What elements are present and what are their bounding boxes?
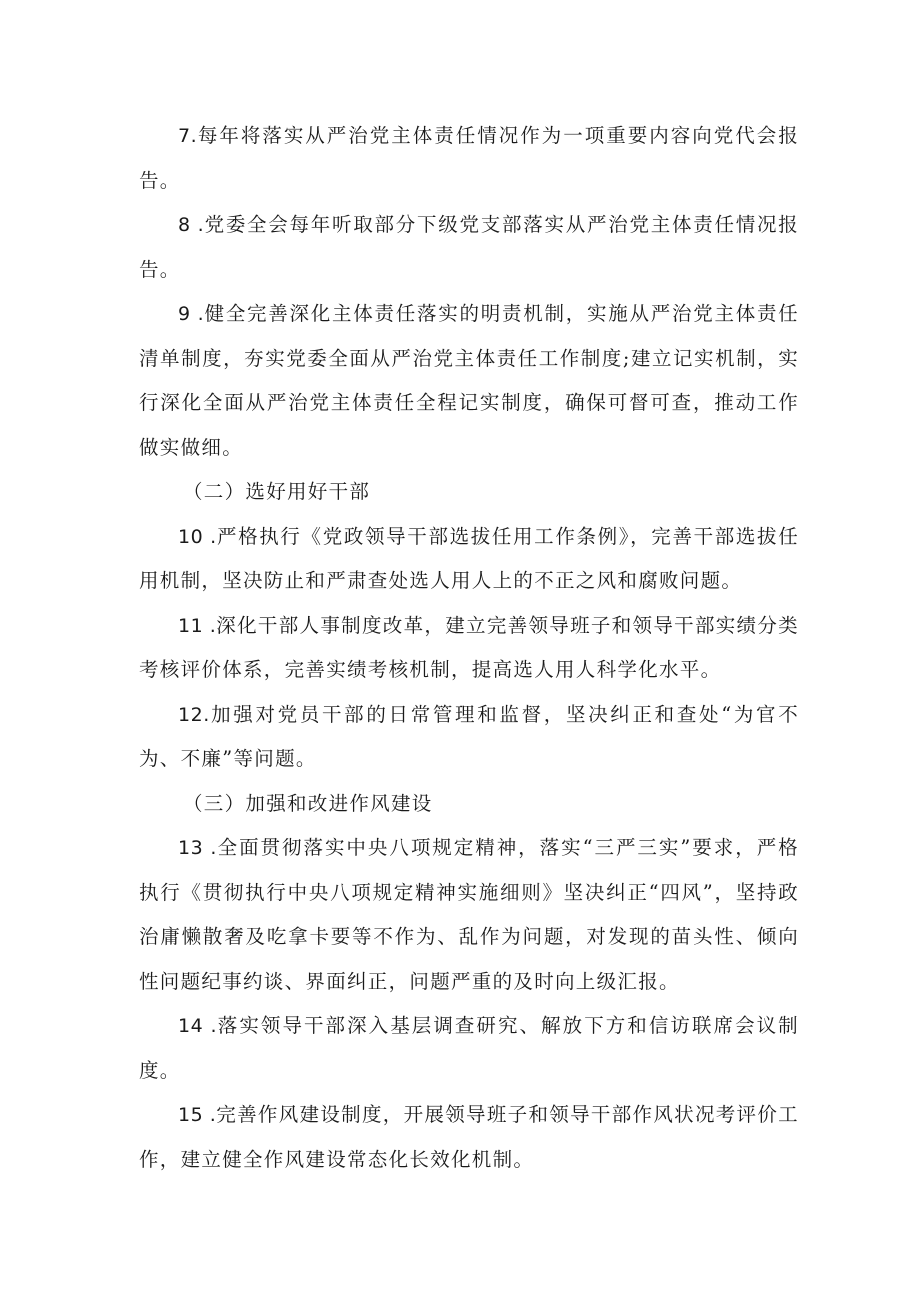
list-item-13 — [139, 826, 799, 1004]
item-separator: . — [203, 1104, 217, 1126]
item-separator: . — [203, 837, 217, 859]
item-separator: . — [190, 214, 205, 236]
item-text: 党委全会每年听取部分下级党支部落实从严治党主体责任情况报告。 — [139, 213, 799, 281]
item-text: 全面贯彻落实中央八项规定精神，落实“三严三实”要求，严格执行《贯彻执行中央八项规定精神实施细则》坚决纠正“四风”，坚持政治庸懒散奢及吃拿卡要等不作为、乱作为问题，对发现的苗头性、倾向性问题纪事约谈、界面纠正，问题严重的及时向上级汇报。 — [139, 836, 799, 993]
item-separator: . — [203, 1015, 218, 1037]
item-separator: . — [203, 703, 210, 726]
list-item-10 — [139, 515, 799, 604]
item-text: 每年将落实从严治党主体责任情况作为一项重要内容向党代会报告。 — [139, 124, 799, 192]
item-text: 加强对党员干部的日常管理和监督，坚决纠正和查处“为官不为、不廉”等问题。 — [139, 702, 799, 770]
item-number: 14 — [178, 1015, 204, 1037]
item-text: 严格执行《党政领导干部选拔任用工作条例》，完善干部选拔任用机制，坚决防止和严肃查处选人用人上的不正之风和腐败问题。 — [139, 524, 799, 592]
item-number: 12 — [178, 703, 204, 726]
item-text: 落实领导干部深入基层调查研究、解放下方和信访联席会议制度。 — [139, 1014, 799, 1082]
item-separator: . — [190, 125, 198, 147]
list-item-8 — [139, 203, 799, 292]
list-item-7 — [139, 114, 799, 203]
item-number: 8 — [178, 214, 191, 236]
section-heading-3: （三）加强和改进作风建设 — [183, 791, 433, 815]
document-body — [139, 114, 799, 1182]
item-number: 7 — [178, 125, 191, 147]
section-heading-2: （二）选好用好干部 — [183, 480, 371, 503]
item-number: 9 — [178, 303, 191, 325]
list-item-12 — [139, 693, 799, 782]
item-number: 11 — [178, 614, 204, 637]
list-item-9 — [139, 292, 799, 470]
item-separator: . — [203, 525, 217, 548]
list-item-15 — [139, 1093, 799, 1182]
item-text: 深化干部人事制度改革，建立完善领导班子和领导干部实绩分类考核评价体系，完善实绩考核机制，提高选人用人科学化水平。 — [139, 613, 799, 681]
list-item-14 — [139, 1004, 799, 1093]
item-number: 10 — [178, 525, 204, 548]
item-separator: . — [203, 614, 217, 637]
item-number: 15 — [178, 1104, 204, 1126]
item-text: 健全完善深化主体责任落实的明责机制，实施从严治党主体责任清单制度，夯实党委全面从严治党主体责任工作制度;建立记实机制，实行深化全面从严治党主体责任全程记实制度，确保可督可查，推动工作做实做细。 — [139, 302, 799, 459]
item-separator: . — [190, 303, 205, 325]
list-item-11 — [139, 604, 799, 693]
item-number: 13 — [178, 837, 204, 859]
item-text: 完善作风建设制度，开展领导班子和领导干部作风状况考评价工作，建立健全作风建设常态化长效化机制。 — [139, 1103, 799, 1171]
